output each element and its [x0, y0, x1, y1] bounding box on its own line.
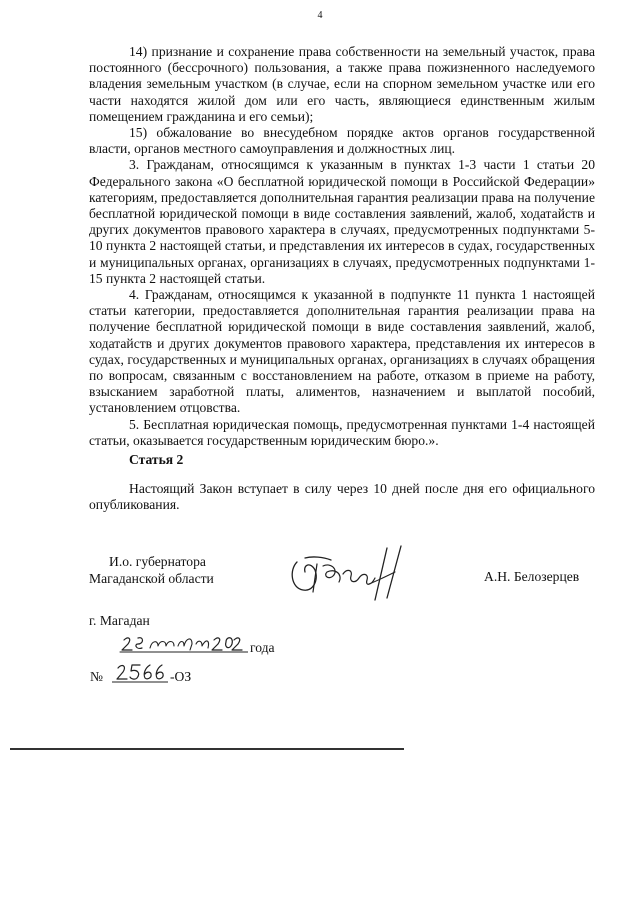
paragraph-4: 4. Гражданам, относящимся к указанной в подпункте 11 пункта 1 настоящей статьи категории, предоставляется дополнительная гарантия реализации права на получение бесплатной юридической помощи в виде составления заявлений, жалоб, ходатайств и других документов правового характера, представления их интересов в судах, государственных и муниципальных органах, организациях в случаях обращения по вопросам, связанным с восстановлением на работе, отказом в приеме на работу, взысканием заработной платы, алиментов, назначением и выплатой пособий, установлением отцовства.: [89, 287, 595, 416]
signatory-title-line1: И.о. губернатора: [109, 554, 206, 569]
signatory-title-line2: Магаданской области: [89, 571, 214, 586]
paragraph-14: 14) признание и сохранение права собственности на земельный участок, права постоянного (бессрочного) пользования, а также права пожизненного наследуемого владения земельным участком (в случае, если на спорном земельном участке или его части находятся жилой дом или его часть, являющиеся единственным жилым помещением гражданина и его семьи);: [89, 44, 595, 124]
law-body-text: [89, 44, 595, 449]
number-suffix: -ОЗ: [170, 669, 192, 684]
handwritten-signature: [283, 540, 413, 602]
date-suffix: года: [250, 640, 275, 655]
number-sign: №: [90, 669, 103, 684]
article-2-heading: Статья 2: [129, 452, 184, 467]
signatory-title: [89, 553, 214, 587]
handwritten-date: [118, 632, 248, 654]
article-2-text: Настоящий Закон вступает в силу через 10 дней после дня его официального опубликования.: [89, 481, 595, 513]
city: г. Магадан: [89, 613, 150, 628]
paragraph-3: 3. Гражданам, относящимся к указанным в пунктах 1-3 части 1 статьи 20 Федерального закона «О бесплатной юридической помощи в Российской Федерации» категориям, предоставляется дополнительная гарантия реализации права на получение бесплатной юридической помощи в виде составления заявлений, жалоб, ходатайств и других документов правового характера в случаях, предусмотренных подпунктами 5-10 пункта 2 настоящей статьи, и представления их интересов в судах, государственных и муниципальных органах, организациях в случаях, предусмотренных подпунктами 1-15 пункта 2 настоящей статьи.: [89, 157, 595, 286]
bottom-divider: [10, 748, 404, 750]
handwritten-number: [112, 660, 168, 684]
paragraph-5: 5. Бесплатная юридическая помощь, предусмотренная пунктами 1-4 настоящей статьи, оказывается государственным юридическим бюро.».: [89, 416, 595, 448]
page-number: 4: [317, 10, 323, 21]
paragraph-15: 15) обжалование во внесудебном порядке актов органов государственной власти, органов местного самоуправления и должностных лиц.: [89, 125, 595, 157]
signatory-name: А.Н. Белозерцев: [484, 569, 580, 584]
